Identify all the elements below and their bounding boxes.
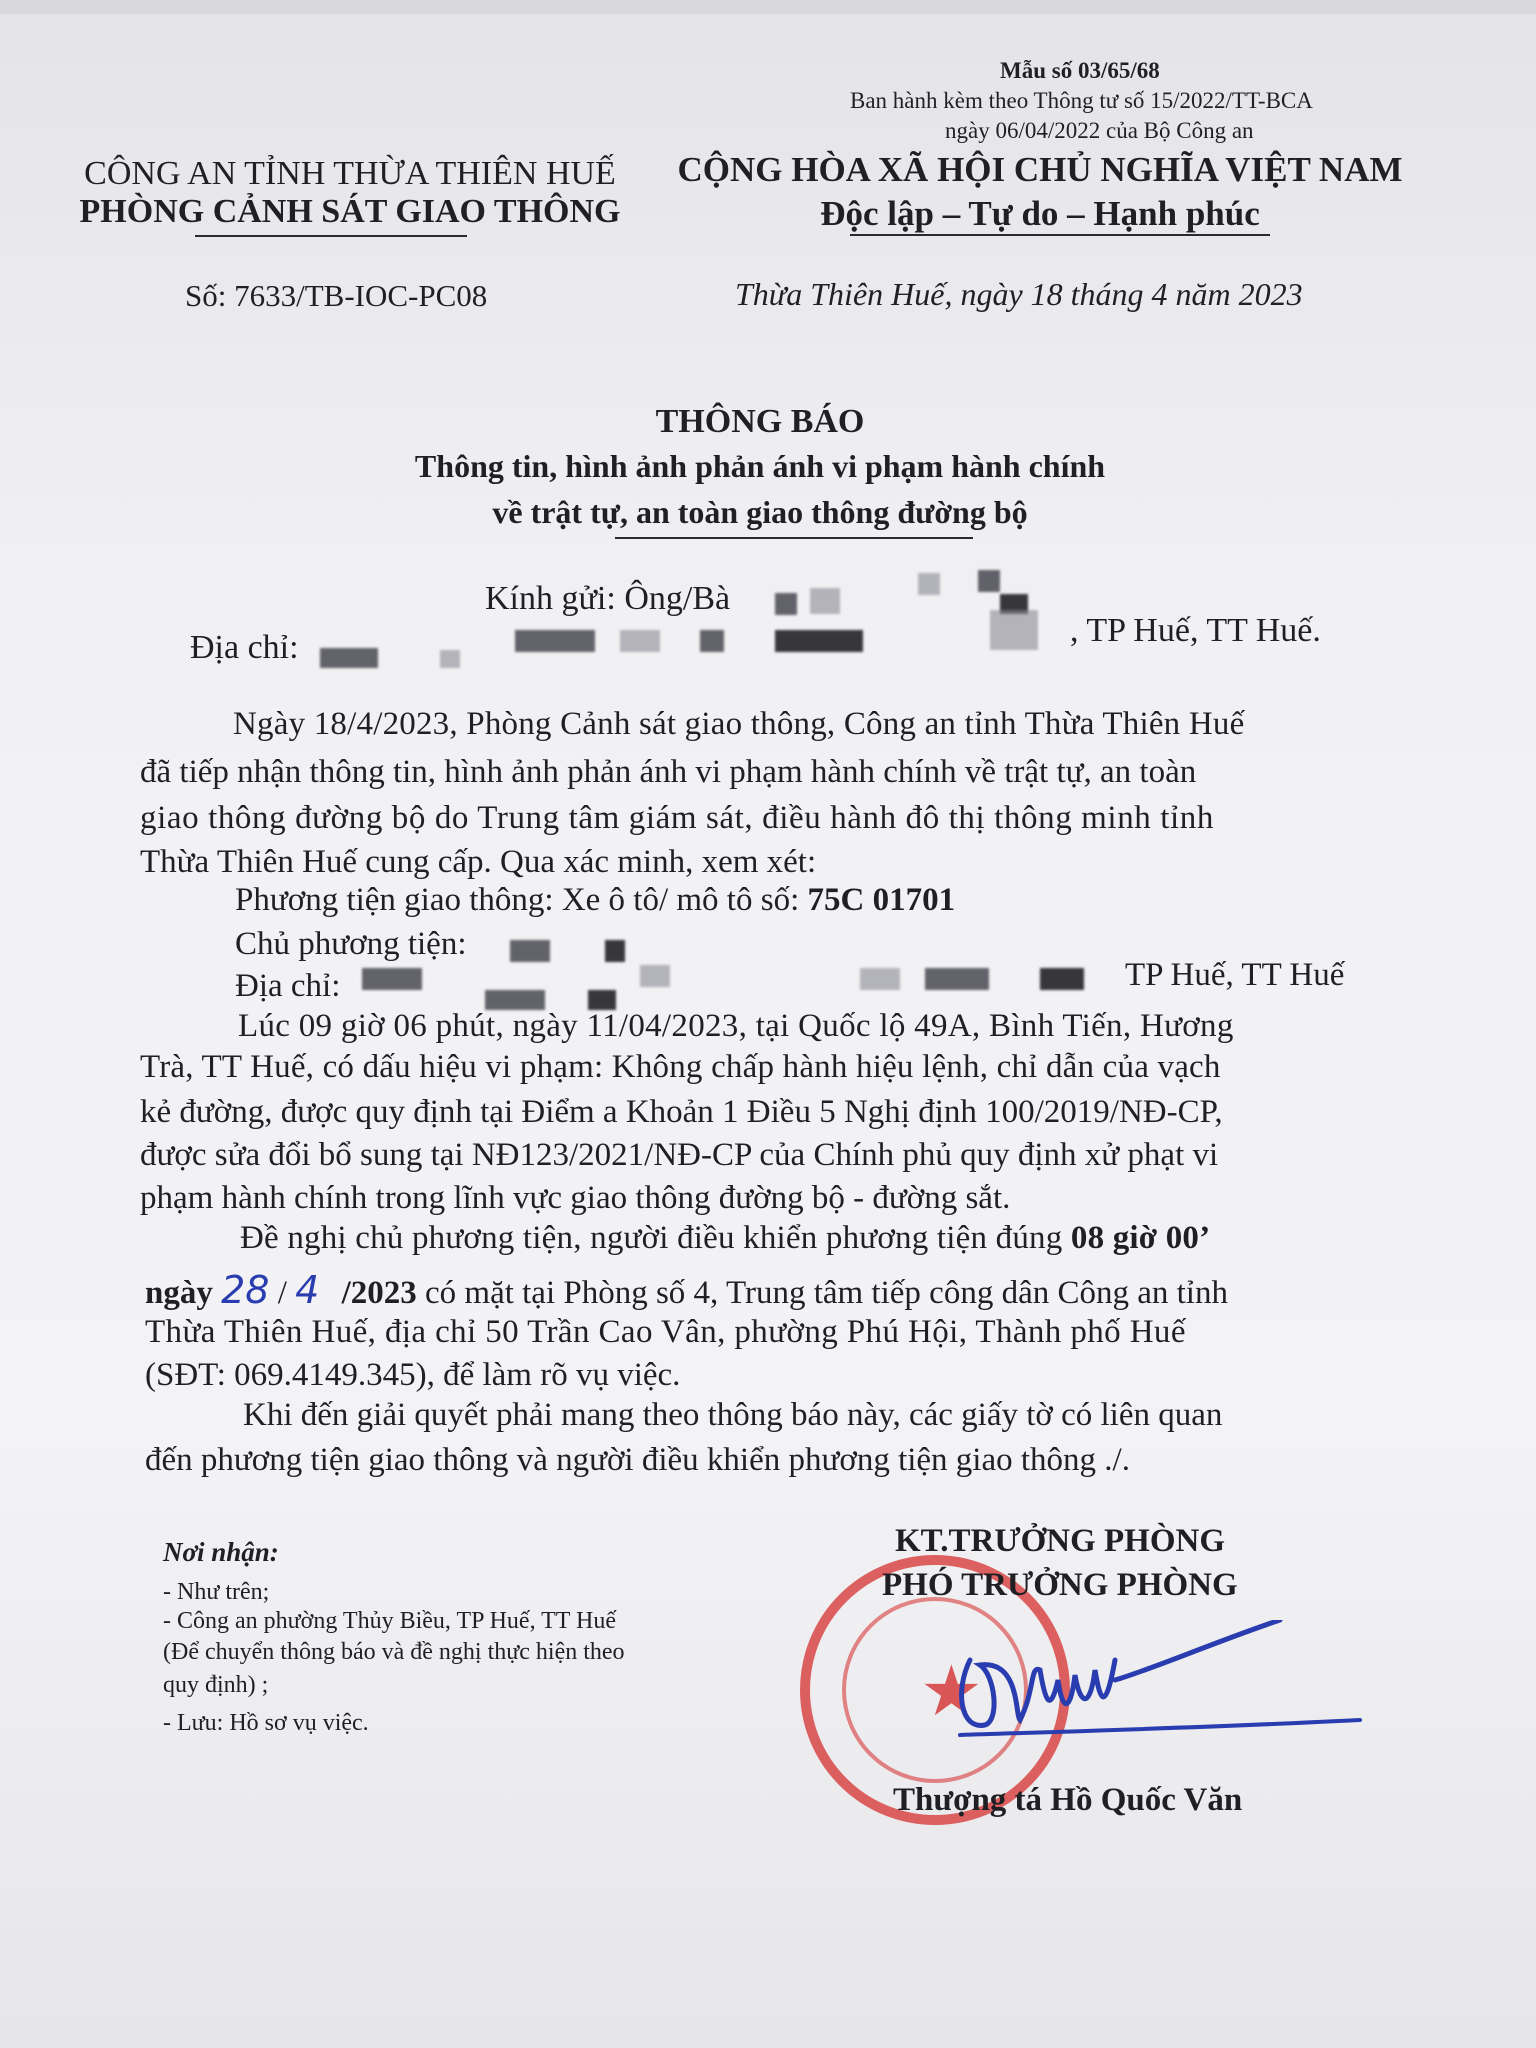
handwritten-signature	[900, 1620, 1380, 1770]
paragraph-3-text: Đề nghị chủ phương tiện, người điều khiển phương tiện đúng	[240, 1220, 1071, 1256]
redacted-name	[978, 570, 1000, 592]
redacted-owner-address	[362, 968, 422, 990]
paragraph-2-line: Trà, TT Huế, có dấu hiệu vi phạm: Không chấp hành hiệu lệnh, chỉ dẫn của vạch	[140, 1049, 1221, 1085]
paragraph-1-line: đã tiếp nhận thông tin, hình ảnh phản ánh vi phạm hành chính về trật tự, an toàn	[140, 754, 1197, 790]
document-subtitle-1: Thông tin, hình ảnh phản ánh vi phạm hành chính	[414, 448, 1106, 484]
redacted-owner-address	[1040, 968, 1084, 990]
vehicle-line	[235, 882, 955, 919]
redacted-owner-address	[925, 968, 989, 990]
document-number: Số: 7633/TB-IOC-PC08	[185, 278, 488, 313]
redacted-address	[515, 630, 595, 652]
form-issue-note: Ban hành kèm theo Thông tư số 15/2022/TT-BCA	[850, 88, 1313, 113]
redacted-owner	[605, 940, 625, 962]
redacted-owner-address	[640, 965, 670, 987]
paragraph-4-line: Khi đến giải quyết phải mang theo thông báo này, các giấy tờ có liên quan	[243, 1397, 1223, 1433]
recipient-item: - Lưu: Hồ sơ vụ việc.	[163, 1710, 369, 1736]
nation-heading	[670, 148, 1410, 236]
vehicle-plate: 75C 01701	[807, 882, 956, 918]
recipients-heading: Nơi nhận:	[163, 1537, 279, 1567]
owner-label: Chủ phương tiện:	[235, 926, 467, 962]
appointment-year: /2023	[341, 1275, 417, 1311]
appointment-time: 08 giờ 00’	[1070, 1220, 1211, 1256]
redacted-owner-address	[588, 990, 616, 1010]
paragraph-2-line: được sửa đổi bổ sung tại NĐ123/2021/NĐ-CP của Chính phủ quy định xử phạt vi	[140, 1137, 1219, 1173]
redacted-address	[440, 650, 460, 668]
agency-line-2: PHÒNG CẢNH SÁT GIAO THÔNG	[79, 193, 621, 230]
document-subtitle-2: về trật tự, an toàn giao thông đường bộ	[492, 494, 1028, 530]
nation-line-1: CỘNG HÒA XÃ HỘI CHỦ NGHĨA VIỆT NAM	[677, 150, 1403, 189]
signer-name: Thượng tá Hồ Quốc Văn	[893, 1782, 1243, 1818]
redacted-name	[775, 593, 797, 615]
redacted-name	[810, 588, 840, 614]
handwritten-day: 28	[221, 1268, 270, 1312]
redacted-address	[620, 630, 660, 652]
place-date: Thừa Thiên Huế, ngày 18 tháng 4 năm 2023	[735, 276, 1303, 312]
paragraph-3-line: (SĐT: 069.4149.345), để làm rõ vụ việc.	[145, 1357, 681, 1393]
redacted-owner-address	[860, 968, 900, 990]
addressee-address-tail: , TP Huế, TT Huế.	[1070, 612, 1321, 649]
agency-underline	[195, 235, 467, 237]
paragraph-3-text: có mặt tại Phòng số 4, Trung tâm tiếp công dân Công an tỉnh	[416, 1275, 1228, 1311]
document-title: THÔNG BÁO	[655, 403, 865, 440]
recipient-item: - Công an phường Thủy Biều, TP Huế, TT Huế	[163, 1608, 617, 1634]
paragraph-1-line: giao thông đường bộ do Trung tâm giám sát, điều hành đô thị thông minh tỉnh	[140, 800, 1214, 836]
signer-role-1: KT.TRƯỞNG PHÒNG	[895, 1523, 1225, 1559]
addressee-address-label: Địa chỉ:	[190, 629, 299, 666]
redacted-address	[990, 610, 1038, 650]
paragraph-3-line: Thừa Thiên Huế, địa chỉ 50 Trần Cao Vân, phường Phú Hội, Thành phố Huế	[145, 1314, 1186, 1350]
seal-star-icon: ★	[920, 1650, 983, 1732]
recipient-item: quy định) ;	[163, 1672, 269, 1698]
date-slash: /	[277, 1275, 287, 1311]
handwritten-month: 4	[295, 1268, 320, 1312]
recipient-item: (Để chuyển thông báo và đề nghị thực hiện theo	[163, 1639, 625, 1665]
form-issue-date: ngày 06/04/2022 của Bộ Công an	[945, 118, 1254, 143]
signer-role-2: PHÓ TRƯỞNG PHÒNG	[882, 1567, 1238, 1603]
day-label: ngày	[145, 1275, 213, 1311]
redacted-address	[320, 648, 378, 668]
paragraph-3-line	[240, 1220, 1210, 1257]
recipient-item: - Như trên;	[163, 1579, 270, 1605]
redacted-owner	[510, 940, 550, 962]
nation-line-2: Độc lập – Tự do – Hạnh phúc	[820, 194, 1260, 233]
owner-address-label: Địa chỉ:	[235, 968, 341, 1004]
redacted-address	[775, 630, 863, 652]
paragraph-1-line: Ngày 18/4/2023, Phòng Cảnh sát giao thông, Công an tỉnh Thừa Thiên Huế	[233, 706, 1245, 742]
paragraph-1-line: Thừa Thiên Huế cung cấp. Qua xác minh, xem xét:	[140, 844, 817, 880]
owner-address-tail: TP Huế, TT Huế	[1125, 957, 1345, 993]
redacted-name	[918, 573, 940, 595]
paragraph-4-line: đến phương tiện giao thông và người điều khiển phương tiện giao thông ./.	[145, 1442, 1130, 1478]
motto-underline	[850, 234, 1270, 236]
vehicle-label: Phương tiện giao thông: Xe ô tô/ mô tô số:	[235, 882, 808, 918]
form-number: Mẫu số 03/65/68	[1000, 58, 1160, 83]
paragraph-2-line: Lúc 09 giờ 06 phút, ngày 11/04/2023, tại Quốc lộ 49A, Bình Tiến, Hương	[238, 1008, 1234, 1044]
agency-line-1: CÔNG AN TỈNH THỪA THIÊN HUẾ	[84, 155, 616, 192]
redacted-owner-address	[485, 990, 545, 1010]
paragraph-2-line: phạm hành chính trong lĩnh vực giao thông đường bộ - đường sắt.	[140, 1180, 1011, 1216]
agency-heading	[60, 155, 640, 231]
appointment-date-line	[145, 1268, 1228, 1312]
title-underline	[615, 537, 973, 539]
addressee-greeting: Kính gửi: Ông/Bà	[485, 580, 731, 617]
redacted-address	[700, 630, 724, 652]
paragraph-2-line: kẻ đường, được quy định tại Điểm a Khoản 1 Điều 5 Nghị định 100/2019/NĐ-CP,	[140, 1094, 1223, 1130]
top-edge	[0, 0, 1536, 14]
